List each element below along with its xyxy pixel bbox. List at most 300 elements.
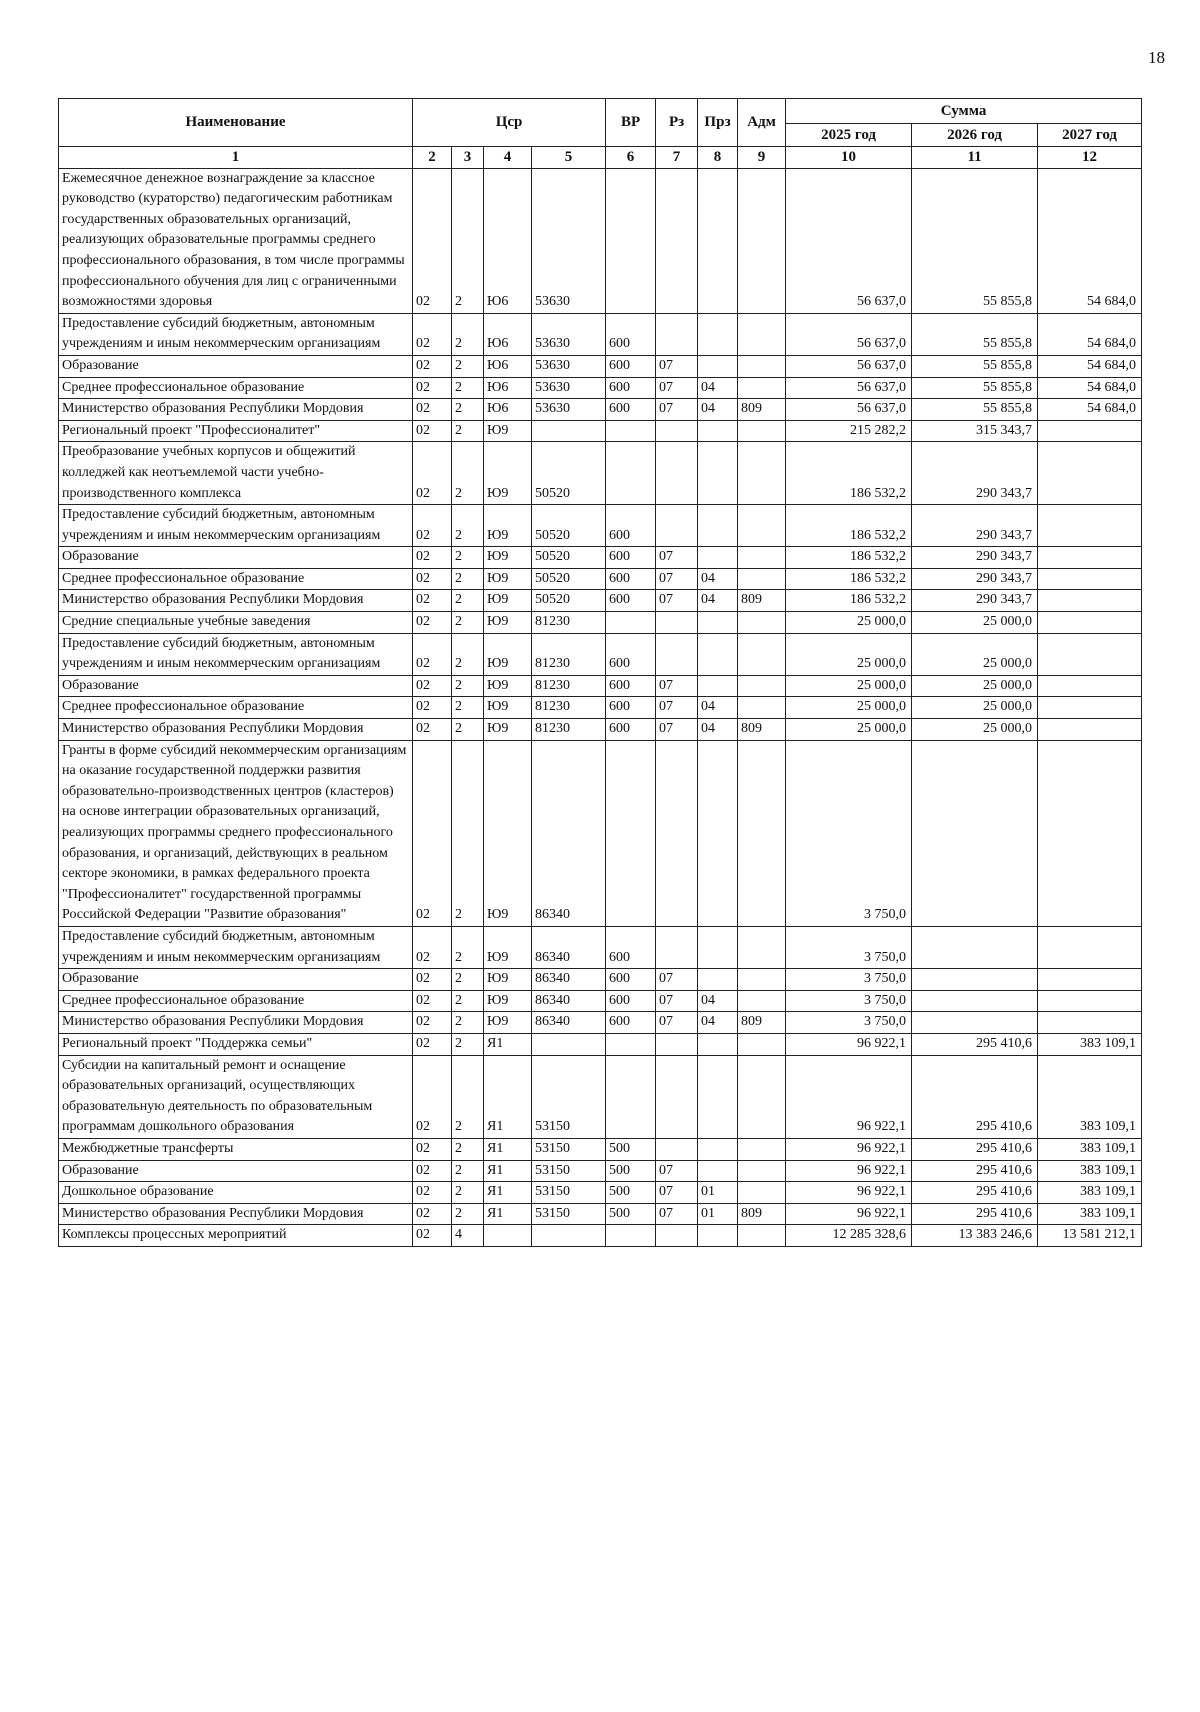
table-row: [59, 1225, 1142, 1247]
rz-cell: 07: [656, 1203, 698, 1225]
sum-2026: [912, 926, 1038, 968]
table-row: [59, 313, 1142, 355]
prz-cell: [698, 547, 738, 569]
csr-part-2: 02: [413, 313, 452, 355]
header-year-2027: 2027 год: [1038, 124, 1142, 147]
csr-part-5: 53630: [532, 377, 606, 399]
rz-cell: [656, 1033, 698, 1055]
prz-cell: 04: [698, 719, 738, 741]
sum-2027: 54 684,0: [1038, 399, 1142, 421]
vr-cell: 600: [606, 697, 656, 719]
csr-part-4: Ю9: [484, 612, 532, 634]
csr-part-5: 53150: [532, 1055, 606, 1138]
rz-cell: 07: [656, 568, 698, 590]
prz-cell: [698, 505, 738, 547]
csr-part-2: 02: [413, 1138, 452, 1160]
adm-cell: [738, 1160, 786, 1182]
csr-part-2: 02: [413, 1033, 452, 1055]
prz-cell: [698, 926, 738, 968]
table-row: [59, 590, 1142, 612]
csr-part-3: 2: [452, 420, 484, 442]
table-row: [59, 568, 1142, 590]
vr-cell: 600: [606, 399, 656, 421]
prz-cell: 04: [698, 377, 738, 399]
sum-2026: 25 000,0: [912, 612, 1038, 634]
csr-part-3: 2: [452, 505, 484, 547]
row-name: Министерство образования Республики Мордовия: [59, 590, 413, 612]
row-name: Средние специальные учебные заведения: [59, 612, 413, 634]
csr-part-4: Ю6: [484, 377, 532, 399]
sum-2026: [912, 990, 1038, 1012]
adm-cell: [738, 633, 786, 675]
csr-part-2: 02: [413, 926, 452, 968]
row-name: Субсидии на капитальный ремонт и оснащение образовательных организаций, осуществляющих образовательную деятельность по образовательным программам дошкольного образования: [59, 1055, 413, 1138]
vr-cell: 600: [606, 590, 656, 612]
sum-2026: 25 000,0: [912, 675, 1038, 697]
sum-2027: [1038, 568, 1142, 590]
table-row: [59, 719, 1142, 741]
csr-part-2: 02: [413, 355, 452, 377]
adm-cell: 809: [738, 1203, 786, 1225]
csr-part-2: 02: [413, 590, 452, 612]
rz-cell: [656, 1225, 698, 1247]
sum-2025: 25 000,0: [786, 719, 912, 741]
row-name: Межбюджетные трансферты: [59, 1138, 413, 1160]
column-number: 11: [912, 147, 1038, 169]
row-name: Министерство образования Республики Мордовия: [59, 399, 413, 421]
csr-part-3: 4: [452, 1225, 484, 1247]
csr-part-5: 53150: [532, 1203, 606, 1225]
adm-cell: [738, 1225, 786, 1247]
csr-part-5: 86340: [532, 740, 606, 926]
sum-2026: 25 000,0: [912, 697, 1038, 719]
rz-cell: 07: [656, 590, 698, 612]
rz-cell: [656, 1055, 698, 1138]
column-number: 9: [738, 147, 786, 169]
adm-cell: [738, 926, 786, 968]
sum-2025: 3 750,0: [786, 1012, 912, 1034]
csr-part-5: 53150: [532, 1138, 606, 1160]
column-number: 12: [1038, 147, 1142, 169]
rz-cell: [656, 442, 698, 505]
sum-2027: [1038, 926, 1142, 968]
rz-cell: [656, 633, 698, 675]
adm-cell: [738, 740, 786, 926]
adm-cell: [738, 355, 786, 377]
prz-cell: [698, 740, 738, 926]
rz-cell: 07: [656, 1012, 698, 1034]
page-number: 18: [1148, 48, 1165, 67]
sum-2027: 54 684,0: [1038, 168, 1142, 313]
sum-2026: 290 343,7: [912, 505, 1038, 547]
adm-cell: [738, 1033, 786, 1055]
header-year-2025: 2025 год: [786, 124, 912, 147]
sum-2025: 56 637,0: [786, 355, 912, 377]
sum-2025: 3 750,0: [786, 969, 912, 991]
sum-2027: 383 109,1: [1038, 1055, 1142, 1138]
csr-part-5: 53630: [532, 355, 606, 377]
rz-cell: [656, 612, 698, 634]
header-sum: Сумма: [786, 99, 1142, 124]
csr-part-3: 2: [452, 399, 484, 421]
table-row: [59, 355, 1142, 377]
csr-part-3: 2: [452, 1203, 484, 1225]
csr-part-4: Ю9: [484, 590, 532, 612]
sum-2025: 96 922,1: [786, 1055, 912, 1138]
adm-cell: 809: [738, 1012, 786, 1034]
csr-part-2: 02: [413, 719, 452, 741]
csr-part-3: 2: [452, 568, 484, 590]
sum-2025: 96 922,1: [786, 1203, 912, 1225]
sum-2027: [1038, 442, 1142, 505]
sum-2027: 54 684,0: [1038, 377, 1142, 399]
csr-part-2: 02: [413, 633, 452, 675]
csr-part-3: 2: [452, 355, 484, 377]
csr-part-4: Ю9: [484, 926, 532, 968]
sum-2025: 215 282,2: [786, 420, 912, 442]
sum-2026: 290 343,7: [912, 568, 1038, 590]
sum-2025: 25 000,0: [786, 612, 912, 634]
csr-part-3: 2: [452, 697, 484, 719]
row-name: Образование: [59, 355, 413, 377]
sum-2025: 3 750,0: [786, 926, 912, 968]
table-row: [59, 1160, 1142, 1182]
column-number-row: [59, 147, 1142, 169]
adm-cell: [738, 568, 786, 590]
csr-part-2: 02: [413, 1160, 452, 1182]
prz-cell: [698, 675, 738, 697]
csr-part-5: 50520: [532, 442, 606, 505]
csr-part-5: 86340: [532, 969, 606, 991]
budget-table: [58, 98, 1142, 1247]
row-name: Предоставление субсидий бюджетным, автономным учреждениям и иным некоммерческим организациям: [59, 926, 413, 968]
sum-2025: 186 532,2: [786, 442, 912, 505]
csr-part-2: 02: [413, 990, 452, 1012]
csr-part-5: 53150: [532, 1160, 606, 1182]
header-vr: ВР: [606, 99, 656, 147]
csr-part-4: Я1: [484, 1182, 532, 1204]
csr-part-3: 2: [452, 926, 484, 968]
prz-cell: 04: [698, 399, 738, 421]
header-prz: Прз: [698, 99, 738, 147]
csr-part-4: Ю9: [484, 547, 532, 569]
rz-cell: [656, 926, 698, 968]
table-row: [59, 926, 1142, 968]
csr-part-2: 02: [413, 568, 452, 590]
header-adm: Адм: [738, 99, 786, 147]
csr-part-2: 02: [413, 505, 452, 547]
csr-part-5: 86340: [532, 1012, 606, 1034]
prz-cell: [698, 1160, 738, 1182]
adm-cell: 809: [738, 399, 786, 421]
csr-part-4: [484, 1225, 532, 1247]
sum-2026: 295 410,6: [912, 1033, 1038, 1055]
sum-2026: 295 410,6: [912, 1055, 1038, 1138]
sum-2026: 295 410,6: [912, 1203, 1038, 1225]
sum-2026: 290 343,7: [912, 547, 1038, 569]
vr-cell: 500: [606, 1182, 656, 1204]
vr-cell: [606, 740, 656, 926]
sum-2025: 25 000,0: [786, 633, 912, 675]
column-number: 5: [532, 147, 606, 169]
csr-part-4: Я1: [484, 1138, 532, 1160]
adm-cell: [738, 313, 786, 355]
row-name: Среднее профессиональное образование: [59, 697, 413, 719]
table-row: [59, 399, 1142, 421]
sum-2026: 55 855,8: [912, 399, 1038, 421]
csr-part-3: 2: [452, 1182, 484, 1204]
prz-cell: [698, 355, 738, 377]
sum-2026: 315 343,7: [912, 420, 1038, 442]
sum-2027: 383 109,1: [1038, 1033, 1142, 1055]
csr-part-5: 50520: [532, 505, 606, 547]
csr-part-3: 2: [452, 547, 484, 569]
sum-2025: 56 637,0: [786, 377, 912, 399]
row-name: Среднее профессиональное образование: [59, 568, 413, 590]
csr-part-5: 53630: [532, 399, 606, 421]
sum-2025: 186 532,2: [786, 505, 912, 547]
csr-part-5: 86340: [532, 926, 606, 968]
row-name: Региональный проект "Поддержка семьи": [59, 1033, 413, 1055]
csr-part-5: 81230: [532, 612, 606, 634]
adm-cell: [738, 442, 786, 505]
csr-part-5: 81230: [532, 633, 606, 675]
prz-cell: [698, 313, 738, 355]
prz-cell: 04: [698, 697, 738, 719]
row-name: Образование: [59, 547, 413, 569]
csr-part-3: 2: [452, 740, 484, 926]
rz-cell: [656, 313, 698, 355]
csr-part-5: [532, 420, 606, 442]
csr-part-3: 2: [452, 1012, 484, 1034]
table-row: [59, 633, 1142, 675]
adm-cell: [738, 990, 786, 1012]
sum-2027: [1038, 547, 1142, 569]
csr-part-4: Ю9: [484, 675, 532, 697]
adm-cell: 809: [738, 719, 786, 741]
sum-2025: 56 637,0: [786, 313, 912, 355]
csr-part-5: [532, 1225, 606, 1247]
header-name: Наименование: [59, 99, 413, 147]
column-number: 8: [698, 147, 738, 169]
sum-2025: 186 532,2: [786, 590, 912, 612]
row-name: Министерство образования Республики Мордовия: [59, 1012, 413, 1034]
sum-2027: [1038, 697, 1142, 719]
csr-part-4: Ю9: [484, 633, 532, 675]
row-name: Министерство образования Республики Мордовия: [59, 1203, 413, 1225]
csr-part-3: 2: [452, 612, 484, 634]
table-row: [59, 969, 1142, 991]
table-row: [59, 505, 1142, 547]
csr-part-5: 50520: [532, 568, 606, 590]
csr-part-2: 02: [413, 697, 452, 719]
csr-part-3: 2: [452, 633, 484, 675]
sum-2025: 96 922,1: [786, 1033, 912, 1055]
column-number: 10: [786, 147, 912, 169]
sum-2027: 13 581 212,1: [1038, 1225, 1142, 1247]
csr-part-3: 2: [452, 990, 484, 1012]
vr-cell: 600: [606, 969, 656, 991]
prz-cell: [698, 633, 738, 675]
csr-part-2: 02: [413, 1203, 452, 1225]
sum-2026: 55 855,8: [912, 313, 1038, 355]
sum-2026: 295 410,6: [912, 1138, 1038, 1160]
adm-cell: [738, 505, 786, 547]
adm-cell: [738, 377, 786, 399]
sum-2026: 55 855,8: [912, 355, 1038, 377]
header-rz: Рз: [656, 99, 698, 147]
row-name: Образование: [59, 675, 413, 697]
column-number: 7: [656, 147, 698, 169]
sum-2026: 55 855,8: [912, 168, 1038, 313]
prz-cell: [698, 1225, 738, 1247]
csr-part-5: 50520: [532, 547, 606, 569]
prz-cell: 04: [698, 568, 738, 590]
sum-2026: [912, 969, 1038, 991]
csr-part-2: 02: [413, 420, 452, 442]
table-row: [59, 612, 1142, 634]
sum-2026: 25 000,0: [912, 719, 1038, 741]
sum-2027: [1038, 990, 1142, 1012]
sum-2025: 96 922,1: [786, 1138, 912, 1160]
vr-cell: [606, 1033, 656, 1055]
csr-part-4: Ю6: [484, 399, 532, 421]
csr-part-2: 02: [413, 740, 452, 926]
sum-2027: [1038, 633, 1142, 675]
prz-cell: [698, 442, 738, 505]
csr-part-2: 02: [413, 442, 452, 505]
vr-cell: [606, 1055, 656, 1138]
rz-cell: 07: [656, 969, 698, 991]
csr-part-3: 2: [452, 377, 484, 399]
header-csr: Цср: [413, 99, 606, 147]
column-number: 3: [452, 147, 484, 169]
prz-cell: 01: [698, 1182, 738, 1204]
vr-cell: 600: [606, 926, 656, 968]
rz-cell: 07: [656, 377, 698, 399]
table-row: [59, 1012, 1142, 1034]
prz-cell: [698, 1055, 738, 1138]
vr-cell: 600: [606, 990, 656, 1012]
csr-part-5: 50520: [532, 590, 606, 612]
rz-cell: 07: [656, 990, 698, 1012]
row-name: Образование: [59, 1160, 413, 1182]
csr-part-5: 81230: [532, 675, 606, 697]
adm-cell: [738, 547, 786, 569]
row-name: Среднее профессиональное образование: [59, 377, 413, 399]
table-row: [59, 1203, 1142, 1225]
csr-part-4: Я1: [484, 1033, 532, 1055]
table-row: [59, 168, 1142, 313]
vr-cell: 500: [606, 1160, 656, 1182]
csr-part-4: Ю9: [484, 697, 532, 719]
csr-part-2: 02: [413, 612, 452, 634]
rz-cell: 07: [656, 719, 698, 741]
row-name: Региональный проект "Профессионалитет": [59, 420, 413, 442]
header-year-2026: 2026 год: [912, 124, 1038, 147]
rz-cell: [656, 505, 698, 547]
sum-2025: 56 637,0: [786, 399, 912, 421]
vr-cell: [606, 420, 656, 442]
prz-cell: [698, 969, 738, 991]
csr-part-4: Ю9: [484, 1012, 532, 1034]
sum-2025: 96 922,1: [786, 1182, 912, 1204]
vr-cell: [606, 1225, 656, 1247]
csr-part-3: 2: [452, 1055, 484, 1138]
table-body: [59, 168, 1142, 1246]
table-row: [59, 442, 1142, 505]
table-row: [59, 1055, 1142, 1138]
column-number: 1: [59, 147, 413, 169]
csr-part-3: 2: [452, 590, 484, 612]
prz-cell: [698, 168, 738, 313]
csr-part-5: 53630: [532, 313, 606, 355]
sum-2026: 295 410,6: [912, 1182, 1038, 1204]
sum-2027: [1038, 675, 1142, 697]
csr-part-4: Ю6: [484, 168, 532, 313]
sum-2027: 383 109,1: [1038, 1182, 1142, 1204]
vr-cell: 600: [606, 547, 656, 569]
adm-cell: [738, 612, 786, 634]
adm-cell: [738, 1055, 786, 1138]
sum-2027: [1038, 505, 1142, 547]
rz-cell: 07: [656, 547, 698, 569]
table-row: [59, 675, 1142, 697]
table-row: [59, 990, 1142, 1012]
csr-part-4: Ю9: [484, 568, 532, 590]
sum-2027: 383 109,1: [1038, 1160, 1142, 1182]
adm-cell: [738, 420, 786, 442]
table-row: [59, 697, 1142, 719]
prz-cell: 04: [698, 990, 738, 1012]
sum-2026: 25 000,0: [912, 633, 1038, 675]
csr-part-4: Ю6: [484, 313, 532, 355]
csr-part-2: 02: [413, 675, 452, 697]
column-number: 6: [606, 147, 656, 169]
row-name: Дошкольное образование: [59, 1182, 413, 1204]
rz-cell: [656, 740, 698, 926]
sum-2027: [1038, 969, 1142, 991]
csr-part-4: Ю9: [484, 740, 532, 926]
table-row: [59, 1033, 1142, 1055]
sum-2025: 3 750,0: [786, 990, 912, 1012]
adm-cell: [738, 697, 786, 719]
adm-cell: [738, 168, 786, 313]
sum-2025: 56 637,0: [786, 168, 912, 313]
csr-part-5: [532, 1033, 606, 1055]
csr-part-2: 02: [413, 1182, 452, 1204]
csr-part-2: 02: [413, 969, 452, 991]
csr-part-2: 02: [413, 399, 452, 421]
csr-part-3: 2: [452, 168, 484, 313]
adm-cell: 809: [738, 590, 786, 612]
table-row: [59, 420, 1142, 442]
prz-cell: [698, 612, 738, 634]
csr-part-4: Ю9: [484, 719, 532, 741]
sum-2027: 54 684,0: [1038, 313, 1142, 355]
prz-cell: [698, 1138, 738, 1160]
csr-part-2: 02: [413, 168, 452, 313]
csr-part-5: 81230: [532, 697, 606, 719]
table-row: [59, 1182, 1142, 1204]
sum-2027: [1038, 719, 1142, 741]
csr-part-4: Ю9: [484, 969, 532, 991]
sum-2026: [912, 1012, 1038, 1034]
csr-part-3: 2: [452, 719, 484, 741]
csr-part-5: 86340: [532, 990, 606, 1012]
sum-2027: [1038, 1012, 1142, 1034]
vr-cell: 600: [606, 719, 656, 741]
